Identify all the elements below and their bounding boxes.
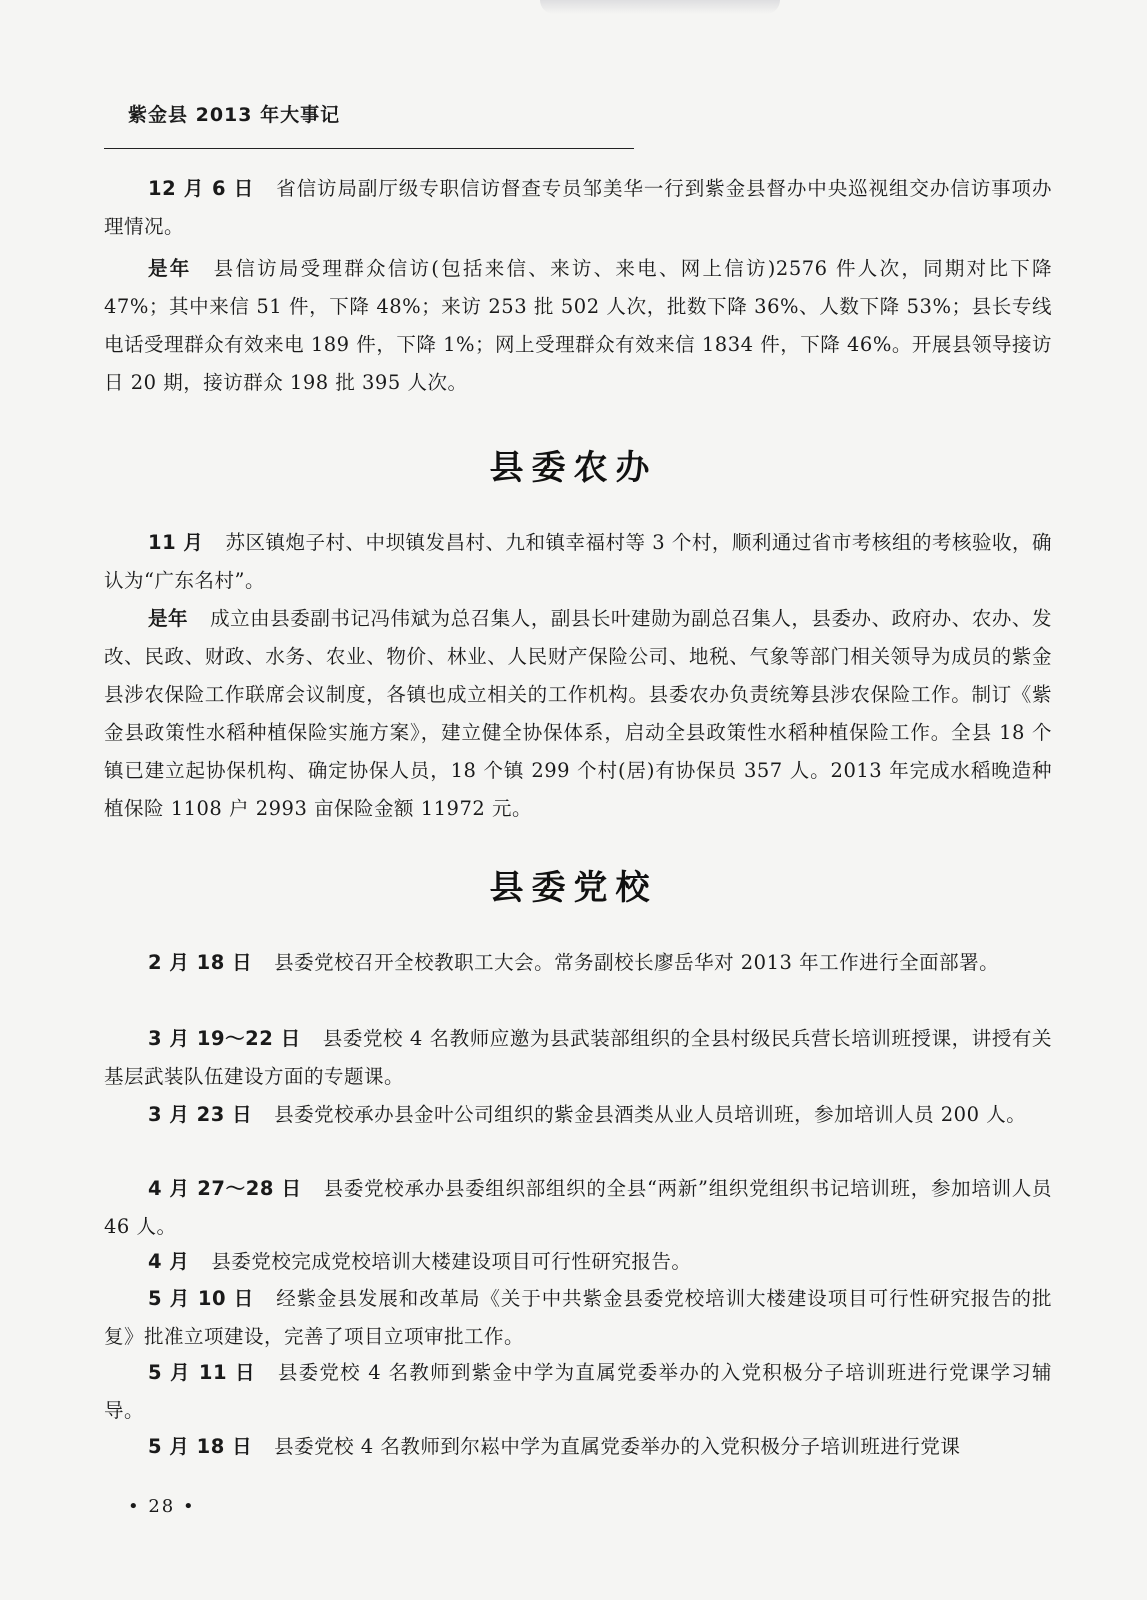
entry-text: 县委党校召开全校教职工大会。常务副校长廖岳华对 2013 年工作进行全面部署。 (274, 951, 1000, 974)
entry-text: 县委党校承办县金叶公司组织的紫金县酒类从业人员培训班，参加培训人员 200 人。 (274, 1103, 1027, 1126)
running-header: 紫金县 2013 年大事记 (128, 104, 341, 126)
entry-text: 经紫金县发展和改革局《关于中共紫金县委党校培训大楼建设项目可行性研究报告的批复》批准立项建设，完善了项目立项审批工作。 (104, 1287, 1052, 1348)
entry-text: 苏区镇炮子村、中坝镇发昌村、九和镇幸福村等 3 个村，顺利通过省市考核组的考核验收，确认为“广东名村”。 (104, 531, 1052, 592)
entry-paragraph (104, 1280, 1052, 1356)
entry-date: 3 月 19～22 日 (148, 1027, 301, 1050)
entry-text: 县委党校 4 名教师到尔崧中学为直属党委举办的入党积极分子培训班进行党课 (274, 1435, 961, 1458)
entry-date: 3 月 23 日 (148, 1103, 253, 1126)
entry-date: 4 月 (148, 1250, 190, 1273)
entry-paragraph (104, 1428, 1052, 1466)
entry-date: 是年 (148, 607, 189, 630)
entry-text: 县委党校承办县委组织部组织的全县“两新”组织党组织书记培训班，参加培训人员 46 人。 (104, 1177, 1052, 1238)
page-number: • 28 • (128, 1496, 196, 1517)
entry-paragraph (104, 1170, 1052, 1246)
entry-date: 5 月 18 日 (148, 1435, 253, 1458)
scan-artifact (540, 0, 780, 14)
entry-date: 2 月 18 日 (148, 951, 253, 974)
entry-date: 5 月 10 日 (148, 1287, 255, 1310)
entry-text: 县委党校 4 名教师应邀为县武装部组织的全县村级民兵营长培训班授课，讲授有关基层武装队伍建设方面的专题课。 (104, 1027, 1052, 1088)
entry-text: 县委党校 4 名教师到紫金中学为直属党委举办的入党积极分子培训班进行党课学习辅导。 (104, 1361, 1052, 1422)
section-title: 县委农办 (489, 448, 658, 488)
entry-paragraph (104, 600, 1052, 828)
entry-date: 11 月 (148, 531, 204, 554)
entry-date: 5 月 11 日 (148, 1361, 256, 1384)
entry-text: 成立由县委副书记冯伟斌为总召集人，副县长叶建勋为副总召集人，县委办、政府办、农办、发改、民政、财政、水务、农业、物价、林业、人民财产保险公司、地税、气象等部门相关领导为成员的紫金县涉农保险工作联席会议制度，各镇也成立相关的工作机构。县委农办负责统筹县涉农保险工作。制订《紫金县政策性水稻种植保险实施方案》，建立健全协保体系，启动全县政策性水稻种植保险工作。全县 18 个镇已建立起协保机构、确定协保人员，18 个镇 299 个村(居)有协保员 357 人。2013 年完成水稻晚造种植保险 1108 户 2993 亩保险金额 11972 元。 (104, 607, 1052, 820)
entry-paragraph (104, 944, 1052, 982)
entry-date: 4 月 27～28 日 (148, 1177, 302, 1200)
entry-date: 12 月 6 日 (148, 177, 255, 200)
entry-paragraph (104, 1096, 1052, 1134)
entry-paragraph (104, 524, 1052, 600)
entry-paragraph (104, 1243, 1052, 1281)
header-rule (104, 148, 634, 149)
entry-paragraph (104, 1020, 1052, 1096)
entry-paragraph (104, 1354, 1052, 1430)
entry-date: 是年 (148, 257, 192, 280)
section-title: 县委党校 (489, 868, 658, 908)
entry-text: 县信访局受理群众信访(包括来信、来访、来电、网上信访)2576 件人次，同期对比下降 47%；其中来信 51 件，下降 48%；来访 253 批 502 人次，批数下降 36%、人数下降 53%；县长专线电话受理群众有效来电 189 件，下降 1%；网上受理群众有效来信 1834 件，下降 46%。开展县领导接访日 20 期，接访群众 198 批 395 人次。 (104, 257, 1052, 394)
entry-paragraph (104, 170, 1052, 246)
entry-paragraph (104, 250, 1052, 402)
entry-text: 省信访局副厅级专职信访督查专员邹美华一行到紫金县督办中央巡视组交办信访事项办理情况。 (104, 177, 1052, 238)
entry-text: 县委党校完成党校培训大楼建设项目可行性研究报告。 (211, 1250, 692, 1273)
